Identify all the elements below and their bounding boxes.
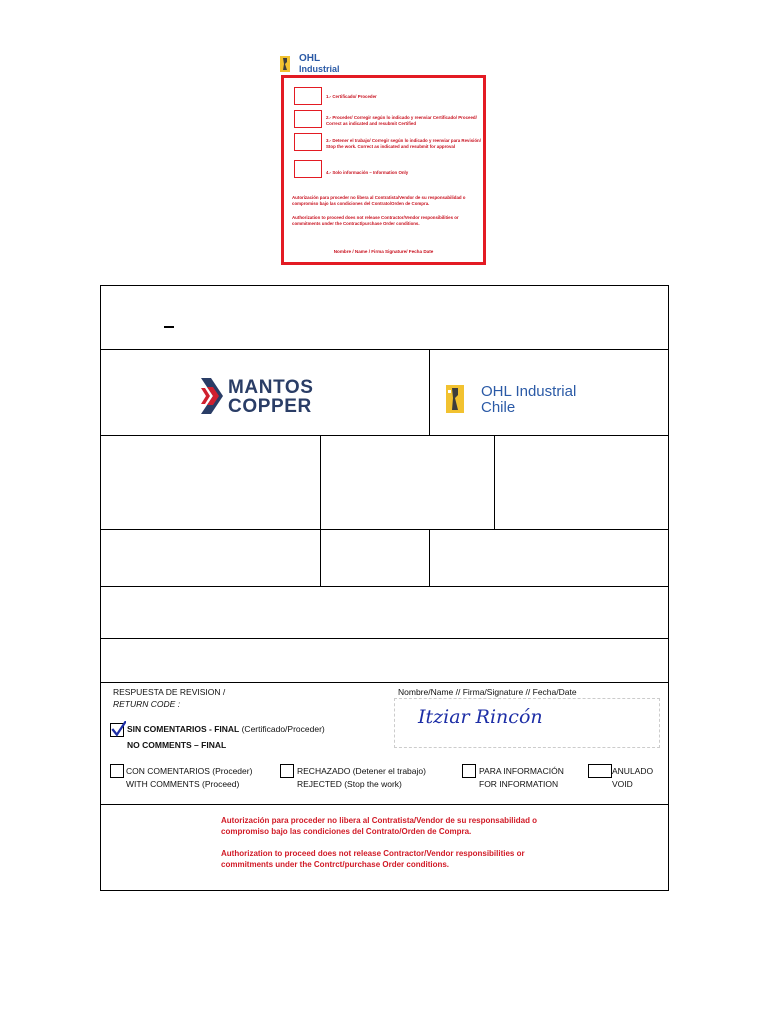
authorization-en-line1: Authorization to proceed does not release Contractor/Vendor responsibilities or — [221, 849, 525, 858]
option-rejected-line2: REJECTED (Stop the work) — [297, 779, 402, 789]
checkbox-for-information[interactable] — [462, 764, 476, 778]
ohl-logo-icon — [280, 56, 290, 72]
stamp-checkbox-4 — [294, 160, 322, 178]
mantos-logo-line1: MANTOS — [228, 377, 314, 398]
checkbox-no-comments-final[interactable] — [110, 723, 124, 737]
mantos-logo-line2: COPPER — [228, 396, 312, 417]
stamp-option-4: 4.- Solo información – Information Only — [326, 170, 409, 175]
return-code-title: RESPUESTA DE REVISION / — [113, 687, 226, 697]
stamp-checkbox-3 — [294, 133, 322, 151]
authorization-en-line2: commitments under the Contrct/purchase Order conditions. — [221, 860, 450, 869]
stamp-signature-label: Nombre / Name / Firma Signature/ Fecha Date — [333, 249, 434, 254]
signature-label: Nombre/Name // Firma/Signature // Fecha/Date — [398, 687, 577, 697]
checkbox-with-comments[interactable] — [110, 764, 124, 778]
stamp-option-1: 1.- Certificado/ Proceder — [326, 94, 377, 99]
option-final-line1: SIN COMENTARIOS - FINAL (Certificado/Proceder) — [127, 724, 325, 734]
stamp-note-es: Autorización para proceder no libera al Contratista/Vendor de su responsabilidad o compromiso bajo las condiciones del Contrato/Orden de Compra. — [292, 195, 466, 206]
review-stamp — [281, 75, 486, 265]
return-code-subtitle: RETURN CODE : — [113, 699, 181, 709]
mantos-copper-logo-icon — [201, 378, 225, 414]
option-info-line2: FOR INFORMATION — [479, 779, 559, 789]
checkmark-icon — [110, 721, 126, 737]
option-comments-line1: CON COMENTARIOS (Proceder) — [126, 766, 253, 776]
title-dash — [164, 326, 174, 328]
authorization-es-line2: compromiso bajo las condiciones del Contrato/Orden de Compra. — [221, 827, 472, 836]
authorization-es-line1: Autorización para proceder no libera al Contratista/Vendor de su responsabilidad o — [221, 816, 538, 825]
ohl-chile-logo-icon — [446, 385, 464, 413]
checkbox-rejected[interactable] — [280, 764, 294, 778]
ohl-logo-line1: OHL Industrial — [481, 383, 577, 400]
option-void-line1: ANULADO — [612, 766, 654, 776]
stamp-note-en: Authorization to proceed does not release Contractor/Vendor responsibilities or commitments under the Contract/purchase Order conditions. — [292, 215, 459, 226]
ohl-logo-line2: Chile — [481, 399, 516, 416]
option-info-line1: PARA INFORMACIÓN — [479, 766, 564, 776]
stamp-logo-line1: OHL — [299, 53, 321, 64]
checkbox-void[interactable] — [588, 764, 612, 778]
option-final-line2: NO COMMENTS – FINAL — [127, 740, 227, 750]
stamp-option-3: 3.- Detener el trabajo/ Corregir según lo indicado y reenviar para Revisión/ Stop the work. Correct as indicated and resubmit for approval — [326, 138, 481, 149]
stamp-ohl-logo — [280, 54, 360, 76]
option-void-line2: VOID — [612, 779, 633, 789]
stamp-option-2: 2.- Proceder/ Corregir según lo indicado y reenviar Certificado/ Proceed/ Correct as indicated and resubmit Certified — [326, 115, 477, 126]
option-rejected-line1: RECHAZADO (Detener el trabajo) — [297, 766, 426, 776]
option-comments-line2: WITH COMMENTS (Proceed) — [126, 779, 240, 789]
stamp-checkbox-1 — [294, 87, 322, 105]
stamp-logo-line2: Industrial — [299, 64, 340, 74]
stamp-checkbox-2 — [294, 110, 322, 128]
handwritten-signature: Itziar Rincón — [418, 706, 543, 728]
